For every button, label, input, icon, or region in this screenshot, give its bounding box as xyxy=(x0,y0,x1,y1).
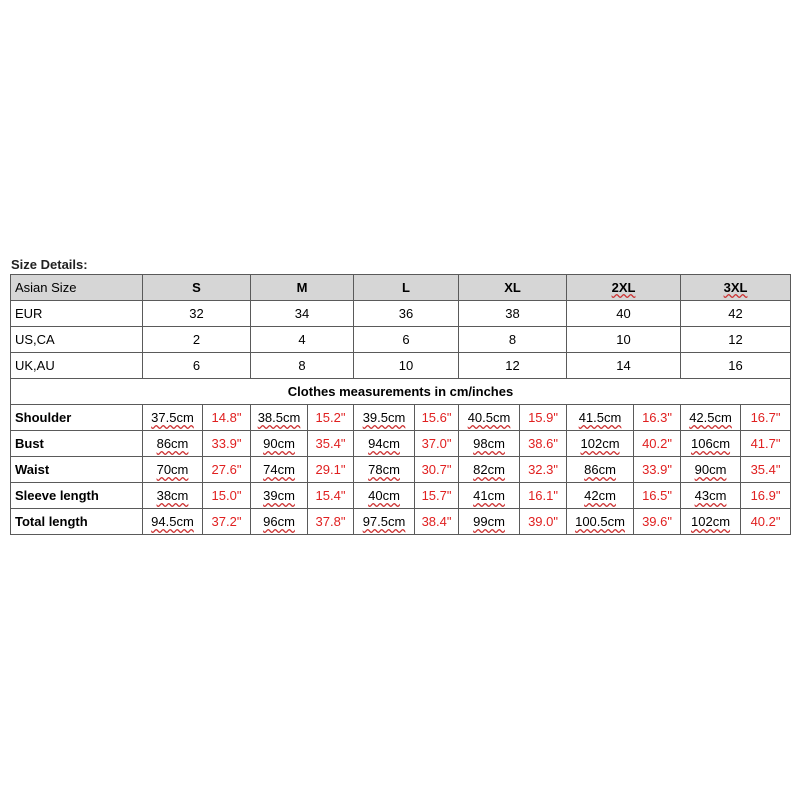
size-header-3xl xyxy=(681,275,791,301)
inch-text: 16.3" xyxy=(642,410,672,425)
cm-value xyxy=(681,405,741,431)
cm-text: 82cm xyxy=(473,462,505,477)
size-value: 12 xyxy=(459,353,567,379)
size-chart-table xyxy=(10,274,791,535)
size-header-xl xyxy=(459,275,567,301)
cm-text: 97.5cm xyxy=(362,514,406,529)
inch-value xyxy=(520,405,567,431)
region-row xyxy=(11,301,791,327)
inch-value xyxy=(634,431,681,457)
cm-text: 100.5cm xyxy=(575,514,625,529)
inch-text: 15.9" xyxy=(528,410,558,425)
cm-text: 106cm xyxy=(691,436,731,451)
inch-value xyxy=(308,483,354,509)
cm-value xyxy=(354,509,415,535)
size-label: M xyxy=(296,280,308,295)
measurement-label: Shoulder xyxy=(11,405,143,431)
measurement-row xyxy=(11,509,791,535)
cm-value xyxy=(143,405,203,431)
cm-text: 41cm xyxy=(473,488,505,503)
size-value: 34 xyxy=(251,301,354,327)
inch-text: 35.4" xyxy=(750,462,781,477)
region-row xyxy=(11,327,791,353)
cm-text: 37.5cm xyxy=(151,410,194,425)
cm-text: 42cm xyxy=(584,488,616,503)
measurement-row xyxy=(11,457,791,483)
cm-text: 94cm xyxy=(368,436,400,451)
size-header-2xl xyxy=(567,275,681,301)
inch-text: 33.9" xyxy=(642,462,672,477)
cm-value xyxy=(459,405,520,431)
cm-value xyxy=(354,431,415,457)
cm-value xyxy=(354,483,415,509)
header-label: Asian Size xyxy=(11,275,143,301)
size-value: 2 xyxy=(143,327,251,353)
measurement-row xyxy=(11,431,791,457)
inch-text: 38.4" xyxy=(421,514,452,529)
cm-text: 86cm xyxy=(156,436,189,451)
inch-text: 16.1" xyxy=(528,488,558,503)
cm-text: 102cm xyxy=(580,436,620,451)
inch-value xyxy=(634,509,681,535)
section-row xyxy=(11,379,791,405)
cm-text: 86cm xyxy=(584,462,616,477)
inch-value xyxy=(308,405,354,431)
size-value: 40 xyxy=(567,301,681,327)
cm-value xyxy=(459,483,520,509)
size-value: 14 xyxy=(567,353,681,379)
row-label: EUR xyxy=(11,301,143,327)
cm-value xyxy=(251,509,308,535)
cm-value xyxy=(681,431,741,457)
cm-value xyxy=(354,457,415,483)
inch-value xyxy=(520,457,567,483)
cm-text: 41.5cm xyxy=(578,410,622,425)
inch-text: 33.9" xyxy=(211,436,242,451)
inch-value xyxy=(203,509,251,535)
size-label: S xyxy=(192,280,201,295)
cm-value xyxy=(681,483,741,509)
size-value: 36 xyxy=(354,301,459,327)
inch-value xyxy=(415,457,459,483)
cm-value xyxy=(143,483,203,509)
cm-value xyxy=(354,405,415,431)
inch-text: 15.7" xyxy=(421,488,452,503)
inch-text: 39.6" xyxy=(642,514,672,529)
size-label: XL xyxy=(504,280,521,295)
inch-value xyxy=(203,431,251,457)
inch-text: 29.1" xyxy=(315,462,346,477)
inch-text: 40.2" xyxy=(750,514,781,529)
cm-text: 94.5cm xyxy=(151,514,194,529)
cm-text: 74cm xyxy=(263,462,295,477)
cm-text: 38.5cm xyxy=(257,410,301,425)
inch-value xyxy=(203,405,251,431)
cm-text: 99cm xyxy=(473,514,505,529)
cm-value xyxy=(459,509,520,535)
section-title: Clothes measurements in cm/inches xyxy=(11,379,791,405)
cm-value xyxy=(251,457,308,483)
cm-value xyxy=(681,457,741,483)
cm-text: 39cm xyxy=(263,488,295,503)
inch-value xyxy=(741,483,791,509)
inch-value xyxy=(520,431,567,457)
inch-value xyxy=(415,509,459,535)
cm-value xyxy=(567,431,634,457)
size-value: 42 xyxy=(681,301,791,327)
size-header-l xyxy=(354,275,459,301)
inch-text: 15.0" xyxy=(211,488,242,503)
cm-value xyxy=(143,509,203,535)
inch-value xyxy=(415,431,459,457)
inch-text: 38.6" xyxy=(528,436,558,451)
inch-text: 37.0" xyxy=(421,436,452,451)
cm-text: 78cm xyxy=(368,462,400,477)
measurement-row xyxy=(11,483,791,509)
inch-text: 15.6" xyxy=(421,410,452,425)
cm-value xyxy=(459,457,520,483)
measurement-label: Waist xyxy=(11,457,143,483)
inch-value xyxy=(741,431,791,457)
size-header-m xyxy=(251,275,354,301)
region-row xyxy=(11,353,791,379)
inch-value xyxy=(520,509,567,535)
inch-value xyxy=(308,509,354,535)
cm-value xyxy=(567,509,634,535)
size-details-heading: Size Details: xyxy=(11,257,88,272)
inch-text: 37.2" xyxy=(211,514,242,529)
inch-value xyxy=(308,431,354,457)
inch-text: 27.6" xyxy=(211,462,242,477)
inch-text: 37.8" xyxy=(315,514,346,529)
size-value: 6 xyxy=(354,327,459,353)
inch-value xyxy=(741,509,791,535)
size-value: 8 xyxy=(459,327,567,353)
cm-text: 40cm xyxy=(368,488,400,503)
inch-value xyxy=(415,483,459,509)
cm-text: 90cm xyxy=(263,436,295,451)
inch-value xyxy=(203,457,251,483)
cm-text: 39.5cm xyxy=(362,410,406,425)
size-label: 2XL xyxy=(611,280,636,295)
inch-text: 16.5" xyxy=(642,488,672,503)
cm-text: 102cm xyxy=(691,514,731,529)
size-value: 6 xyxy=(143,353,251,379)
measurement-label: Sleeve length xyxy=(11,483,143,509)
cm-value xyxy=(567,483,634,509)
inch-text: 35.4" xyxy=(315,436,346,451)
inch-text: 15.2" xyxy=(315,410,346,425)
cm-text: 43cm xyxy=(694,488,727,503)
size-header-s xyxy=(143,275,251,301)
size-value: 12 xyxy=(681,327,791,353)
cm-value xyxy=(567,457,634,483)
cm-text: 90cm xyxy=(694,462,727,477)
inch-value xyxy=(520,483,567,509)
inch-value xyxy=(741,457,791,483)
inch-text: 30.7" xyxy=(421,462,452,477)
size-value: 32 xyxy=(143,301,251,327)
inch-value xyxy=(203,483,251,509)
inch-value xyxy=(741,405,791,431)
cm-text: 40.5cm xyxy=(467,410,511,425)
inch-text: 16.9" xyxy=(750,488,781,503)
cm-value xyxy=(251,405,308,431)
cm-text: 38cm xyxy=(156,488,189,503)
size-label: L xyxy=(402,280,410,295)
cm-value xyxy=(459,431,520,457)
inch-text: 14.8" xyxy=(211,410,242,425)
cm-text: 42.5cm xyxy=(689,410,732,425)
size-label: 3XL xyxy=(723,280,748,295)
size-value: 10 xyxy=(354,353,459,379)
size-value: 4 xyxy=(251,327,354,353)
row-label: US,CA xyxy=(11,327,143,353)
header-row xyxy=(11,275,791,301)
cm-value xyxy=(143,457,203,483)
inch-value xyxy=(634,457,681,483)
cm-value xyxy=(567,405,634,431)
measurement-label: Bust xyxy=(11,431,143,457)
cm-text: 70cm xyxy=(156,462,189,477)
cm-value xyxy=(251,431,308,457)
inch-value xyxy=(634,483,681,509)
row-label: UK,AU xyxy=(11,353,143,379)
inch-value xyxy=(308,457,354,483)
inch-text: 41.7" xyxy=(750,436,781,451)
inch-value xyxy=(634,405,681,431)
measurement-row xyxy=(11,405,791,431)
inch-text: 15.4" xyxy=(315,488,346,503)
inch-text: 32.3" xyxy=(528,462,558,477)
inch-text: 16.7" xyxy=(750,410,781,425)
inch-text: 39.0" xyxy=(528,514,558,529)
measurement-label: Total length xyxy=(11,509,143,535)
cm-text: 98cm xyxy=(473,436,505,451)
cm-text: 96cm xyxy=(263,514,295,529)
size-value: 38 xyxy=(459,301,567,327)
inch-value xyxy=(415,405,459,431)
cm-value xyxy=(251,483,308,509)
cm-value xyxy=(681,509,741,535)
cm-value xyxy=(143,431,203,457)
size-value: 16 xyxy=(681,353,791,379)
size-value: 10 xyxy=(567,327,681,353)
size-value: 8 xyxy=(251,353,354,379)
inch-text: 40.2" xyxy=(642,436,672,451)
